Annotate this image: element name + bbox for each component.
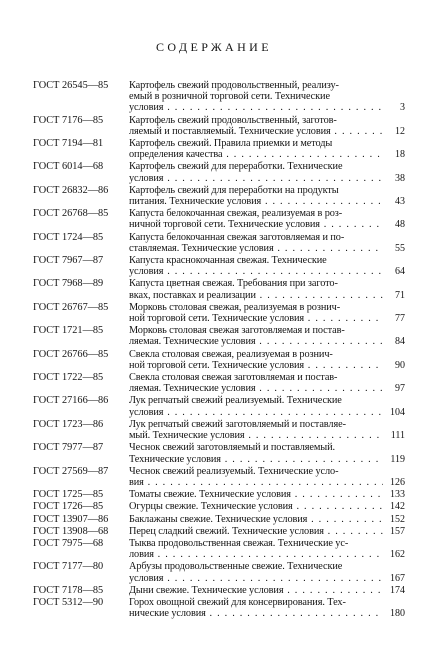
- standard-number: ГОСТ 27166—86: [33, 395, 109, 407]
- standard-number: ГОСТ 1726—85: [33, 501, 104, 513]
- toc-entry: [33, 372, 405, 394]
- table-of-contents: [33, 80, 405, 620]
- page-number: 119: [390, 453, 405, 465]
- entry-title-line: Свекла столовая свежая, реализуемая в рознич-: [129, 348, 333, 360]
- entry-title-line: Капуста белокочанная свежая, реализуемая в роз-: [129, 208, 343, 220]
- standard-number: ГОСТ 26545—85: [33, 80, 109, 91]
- standard-number: ГОСТ 27569—87: [33, 465, 109, 477]
- entry-title-line: Огурцы свежие. Технические условия . . .: [129, 501, 383, 512]
- entry-title-line: Капуста белокочанная свежая заготовляемая и по-: [129, 231, 345, 243]
- entry-title-line: ной торговой сети. Технические условия . . .: [129, 360, 383, 371]
- page-number: 18: [395, 149, 405, 161]
- entry-title: [129, 501, 383, 512]
- toc-entry: [33, 302, 405, 324]
- entry-title-line: ной торговой сети. Технические условия . . .: [129, 313, 383, 324]
- entry-title: [129, 161, 383, 183]
- toc-entry: [33, 395, 405, 417]
- entry-title-line: питания. Технические условия . . .: [129, 196, 383, 207]
- standard-number: ГОСТ 7968—89: [33, 278, 104, 290]
- page-title: СОДЕРЖАНИЕ: [156, 40, 272, 54]
- standard-number: ГОСТ 7967—87: [33, 255, 104, 267]
- entry-title-line: условия . . .: [129, 266, 383, 277]
- page-number: 167: [390, 572, 405, 584]
- page-number: 104: [390, 406, 405, 418]
- entry-title: [129, 514, 383, 525]
- entry-title-line: ляемая. Технические условия . . .: [129, 336, 383, 347]
- page-number: 90: [395, 359, 405, 371]
- page-number: 71: [395, 289, 405, 301]
- entry-title: [129, 302, 383, 324]
- entry-title-line: условия . . .: [129, 173, 383, 184]
- entry-title-line: Томаты свежие. Технические условия . . .: [129, 489, 383, 500]
- toc-entry: [33, 232, 405, 254]
- entry-title-line: Горох овощной свежий для консервирования. Тех-: [129, 596, 346, 608]
- entry-title: [129, 138, 383, 160]
- page-number: 55: [395, 242, 405, 254]
- entry-title: [129, 395, 383, 417]
- entry-title: [129, 561, 383, 583]
- standard-number: ГОСТ 13907—86: [33, 513, 109, 525]
- standard-number: ГОСТ 26766—85: [33, 348, 109, 360]
- entry-title-line: Лук репчатый свежий заготовляемый и поставляе-: [129, 418, 346, 430]
- page-number: 48: [395, 219, 405, 231]
- entry-title: [129, 255, 383, 277]
- standard-number: ГОСТ 6014—68: [33, 161, 104, 173]
- page-number: 142: [390, 501, 405, 513]
- toc-entry: [33, 585, 405, 596]
- entry-title: [129, 466, 383, 488]
- standard-number: ГОСТ 26768—85: [33, 208, 109, 220]
- entry-title: [129, 372, 383, 394]
- standard-number: ГОСТ 13908—68: [33, 525, 109, 537]
- entry-title-line: Картофель свежий для переработки на продукты: [129, 184, 339, 196]
- page-number: 162: [390, 549, 405, 561]
- toc-entry: [33, 115, 405, 137]
- page-number: 97: [395, 383, 405, 395]
- toc-entry: [33, 561, 405, 583]
- page-number: 174: [390, 584, 405, 596]
- page-number: 77: [395, 313, 405, 325]
- page-number: 43: [395, 196, 405, 208]
- toc-entry: [33, 349, 405, 371]
- entry-title: [129, 538, 383, 560]
- entry-title-line: Капуста цветная свежая. Требования при загото-: [129, 278, 338, 290]
- entry-title-line: условия . . .: [129, 102, 383, 113]
- standard-number: ГОСТ 7176—85: [33, 114, 104, 126]
- toc-entry: [33, 489, 405, 500]
- entry-title: [129, 278, 383, 300]
- entry-title-line: Баклажаны свежие. Технические условия . . .: [129, 514, 383, 525]
- standard-number: ГОСТ 5312—90: [33, 596, 104, 608]
- toc-entry: [33, 538, 405, 560]
- entry-title: [129, 442, 383, 464]
- entry-title-line: мый. Технические условия . . .: [129, 430, 383, 441]
- standard-number: ГОСТ 7194—81: [33, 138, 104, 150]
- entry-title: [129, 325, 383, 347]
- toc-entry: [33, 597, 405, 619]
- toc-entry: [33, 419, 405, 441]
- entry-title-line: Картофель свежий для переработки. Технические: [129, 161, 343, 173]
- entry-title-line: Тыква продовольственная свежая. Технические ус-: [129, 537, 349, 549]
- entry-title-line: Чеснок свежий заготовляемый и поставляемый.: [129, 442, 335, 454]
- page-number: 12: [395, 125, 405, 137]
- toc-entry: [33, 208, 405, 230]
- entry-title: [129, 232, 383, 254]
- entry-title-line: Арбузы продовольственные свежие. Технические: [129, 561, 343, 573]
- standard-number: ГОСТ 1724—85: [33, 231, 104, 243]
- page-number: 126: [390, 476, 405, 488]
- entry-title-line: Картофель свежий продовольственный, заготов-: [129, 114, 337, 126]
- toc-entry: [33, 138, 405, 160]
- page-number: 133: [390, 489, 405, 501]
- toc-entry: [33, 442, 405, 464]
- entry-title-line: Чеснок свежий реализуемый. Технические усло-: [129, 465, 339, 477]
- entry-title-line: Картофель свежий продовольственный, реализу-: [129, 80, 339, 91]
- page-number: 111: [390, 430, 405, 442]
- standard-number: ГОСТ 7178—85: [33, 584, 104, 596]
- toc-entry: [33, 185, 405, 207]
- page-number: 84: [395, 336, 405, 348]
- entry-title-line: условия . . .: [129, 573, 383, 584]
- page-number: 157: [390, 525, 405, 537]
- entry-title-line: Перец сладкий свежий. Технические условия . . .: [129, 526, 383, 537]
- entry-title-line: емый в розничной торговой сети. Технические: [129, 91, 330, 103]
- standard-number: ГОСТ 7975—68: [33, 537, 104, 549]
- entry-title-line: ставляемая. Технические условия . . .: [129, 243, 383, 254]
- entry-title-line: вках, поставках и реализации . . .: [129, 290, 383, 301]
- page-number: 3: [400, 102, 405, 114]
- entry-title: [129, 349, 383, 371]
- entry-title-line: Морковь столовая свежая, реализуемая в рознич-: [129, 301, 341, 313]
- standard-number: ГОСТ 7177—80: [33, 561, 104, 573]
- entry-title-line: условия . . .: [129, 407, 383, 418]
- entry-title-line: ловия . . .: [129, 549, 383, 560]
- toc-entry: [33, 278, 405, 300]
- entry-title-line: вия . . .: [129, 477, 383, 488]
- standard-number: ГОСТ 7977—87: [33, 442, 104, 454]
- toc-entry: [33, 514, 405, 525]
- entry-title-line: ляемая. Технические условия . . .: [129, 383, 383, 394]
- entry-title-line: Лук репчатый свежий реализуемый. Технические: [129, 395, 342, 407]
- toc-entry: [33, 161, 405, 183]
- entry-title-line: ничной торговой сети. Технические условия . . .: [129, 219, 383, 230]
- entry-title-line: Технические условия . . .: [129, 454, 383, 465]
- entry-title: [129, 80, 383, 114]
- page-number: 180: [390, 608, 405, 620]
- entry-title: [129, 208, 383, 230]
- page-number: 38: [395, 172, 405, 184]
- entry-title-line: Морковь столовая свежая заготовляемая и постав-: [129, 325, 345, 337]
- standard-number: ГОСТ 1722—85: [33, 372, 104, 384]
- standard-number: ГОСТ 1723—86: [33, 418, 104, 430]
- toc-entry: [33, 325, 405, 347]
- entry-title-line: определения качества . . .: [129, 149, 383, 160]
- entry-title: [129, 419, 383, 441]
- entry-title-line: ляемый и поставляемый. Технические условия . . .: [129, 126, 383, 137]
- toc-entry: [33, 526, 405, 537]
- toc-entry: [33, 501, 405, 512]
- entry-title: [129, 115, 383, 137]
- entry-title: [129, 185, 383, 207]
- toc-entry: [33, 466, 405, 488]
- entry-title: [129, 585, 383, 596]
- entry-title-line: Капуста краснокочанная свежая. Технические: [129, 255, 327, 267]
- entry-title-line: нические условия . . .: [129, 608, 383, 619]
- entry-title-line: Картофель свежий. Правила приемки и методы: [129, 138, 333, 150]
- entry-title-line: Свекла столовая свежая заготовляемая и постав-: [129, 372, 338, 384]
- entry-title: [129, 597, 383, 619]
- entry-title-line: Дыни свежие. Технические условия . . .: [129, 585, 383, 596]
- page-number: 152: [390, 513, 405, 525]
- standard-number: ГОСТ 1725—85: [33, 489, 104, 501]
- toc-entry: [33, 80, 405, 114]
- standard-number: ГОСТ 1721—85: [33, 325, 104, 337]
- entry-title: [129, 526, 383, 537]
- entry-title: [129, 489, 383, 500]
- standard-number: ГОСТ 26767—85: [33, 301, 109, 313]
- standard-number: ГОСТ 26832—86: [33, 184, 109, 196]
- toc-entry: [33, 255, 405, 277]
- page-number: 64: [395, 266, 405, 278]
